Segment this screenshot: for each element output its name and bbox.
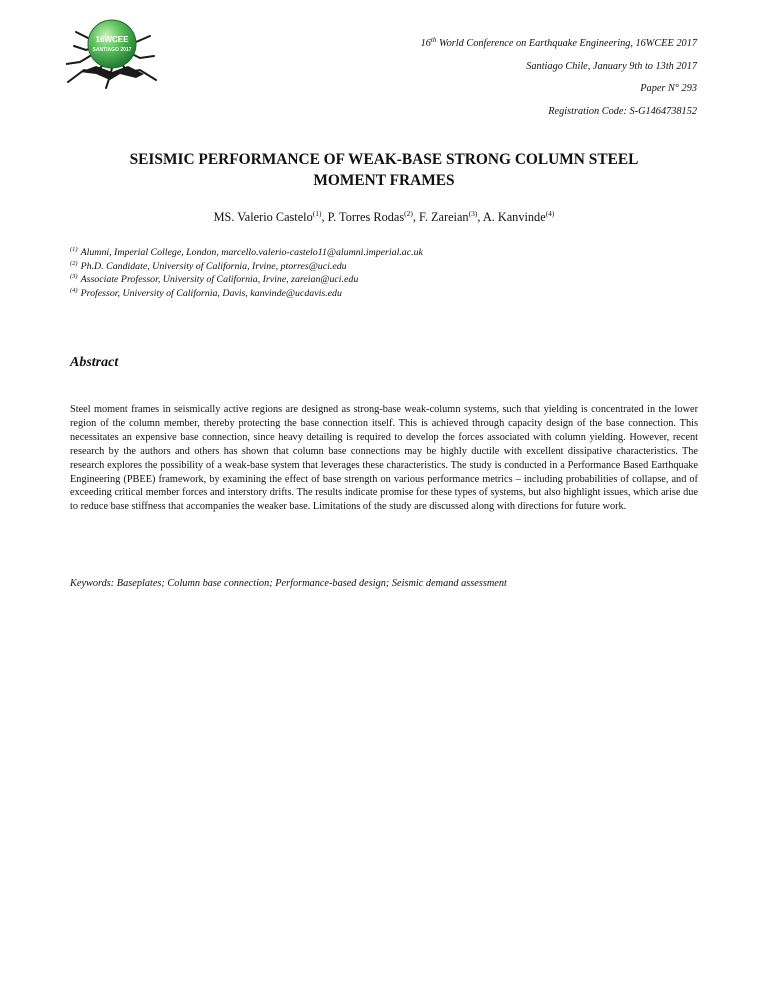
author: MS. Valerio Castelo$^{(1)}$, [213,209,328,224]
author: A. Kanvinde$^{(4)}$ [482,209,555,224]
author: F. Zareian$^{(3)}$, [419,209,483,224]
author: P. Torres Rodas$^{(2)}$, [327,209,420,224]
keywords: Keywords: Baseplates; Column base connection; Performance-based design; Seismic demand assessment [70,578,507,589]
affiliation-list [70,246,698,300]
header-paper-number: Paper N° 293 [640,83,697,94]
abstract-heading: Abstract [70,355,119,370]
abstract-body: Steel moment frames in seismically active regions are designed as strong-base weak-column systems, such that yielding is concentrated in the lower region of the column member, thereby protecting the base connection itself. This is achieved through capacity design of the base connection. This necessitates an expensive base connection, since heavy detailing is required to develop the forces associated with column yielding. However, recent research by the authors and others has shown that column base connections may be highly ductile with excellent dissipative characteristics. The research explores the possibility of a weak-base system that leverages these characteristics. The study is conducted in a Performance Based Earthquake Engineering (PBEE) framework, by examining the effect of base strength on various performance metrics – including probabilities of collapse, and of exceeding critical member forces and interstory drifts. The results indicate promise for these types of systems, but also highlight issues, which arise due to reduce base stiffness that accompanies the weaker base. Limitations of the study are discussed along with directions for future work. [70,404,698,513]
title-line2: MOMENT FRAMES [313,172,455,189]
title-line1: SEISMIC PERFORMANCE OF WEAK-BASE STRONG COLUMN STEEL [129,151,639,168]
logo-text-line1: 16WCEE [95,35,129,44]
paper-title [70,149,698,191]
conference-header [277,33,697,123]
affiliation: $^{(1)}$ Alumni, Imperial College, London, marcello.valerio-castelo11@alumni.imperial.ac.uk [70,246,423,258]
conference-logo-icon [66,12,158,90]
affiliation: $^{(2)}$ Ph.D. Candidate, University of California, Irvine, ptorres@uci.edu [70,259,347,272]
conference-logo [66,12,158,90]
logo-text-line2: SANTIAGO 2017 [92,47,132,53]
header-registration-code: Registration Code: S-G1464738152 [548,105,697,117]
affiliation: $^{(4)}$ Professor, University of California, Davis, kanvinde@ucdavis.edu [70,286,342,299]
affiliation: $^{(3)}$ Associate Professor, University of California, Irvine, zareian@uci.edu [70,273,359,286]
header-conference-line: 16th World Conference on Earthquake Engineering, 16WCEE 2017 [420,36,697,49]
header-location-line: Santiago Chile, January 9th to 13th 2017 [526,60,697,72]
author-list [70,210,698,225]
